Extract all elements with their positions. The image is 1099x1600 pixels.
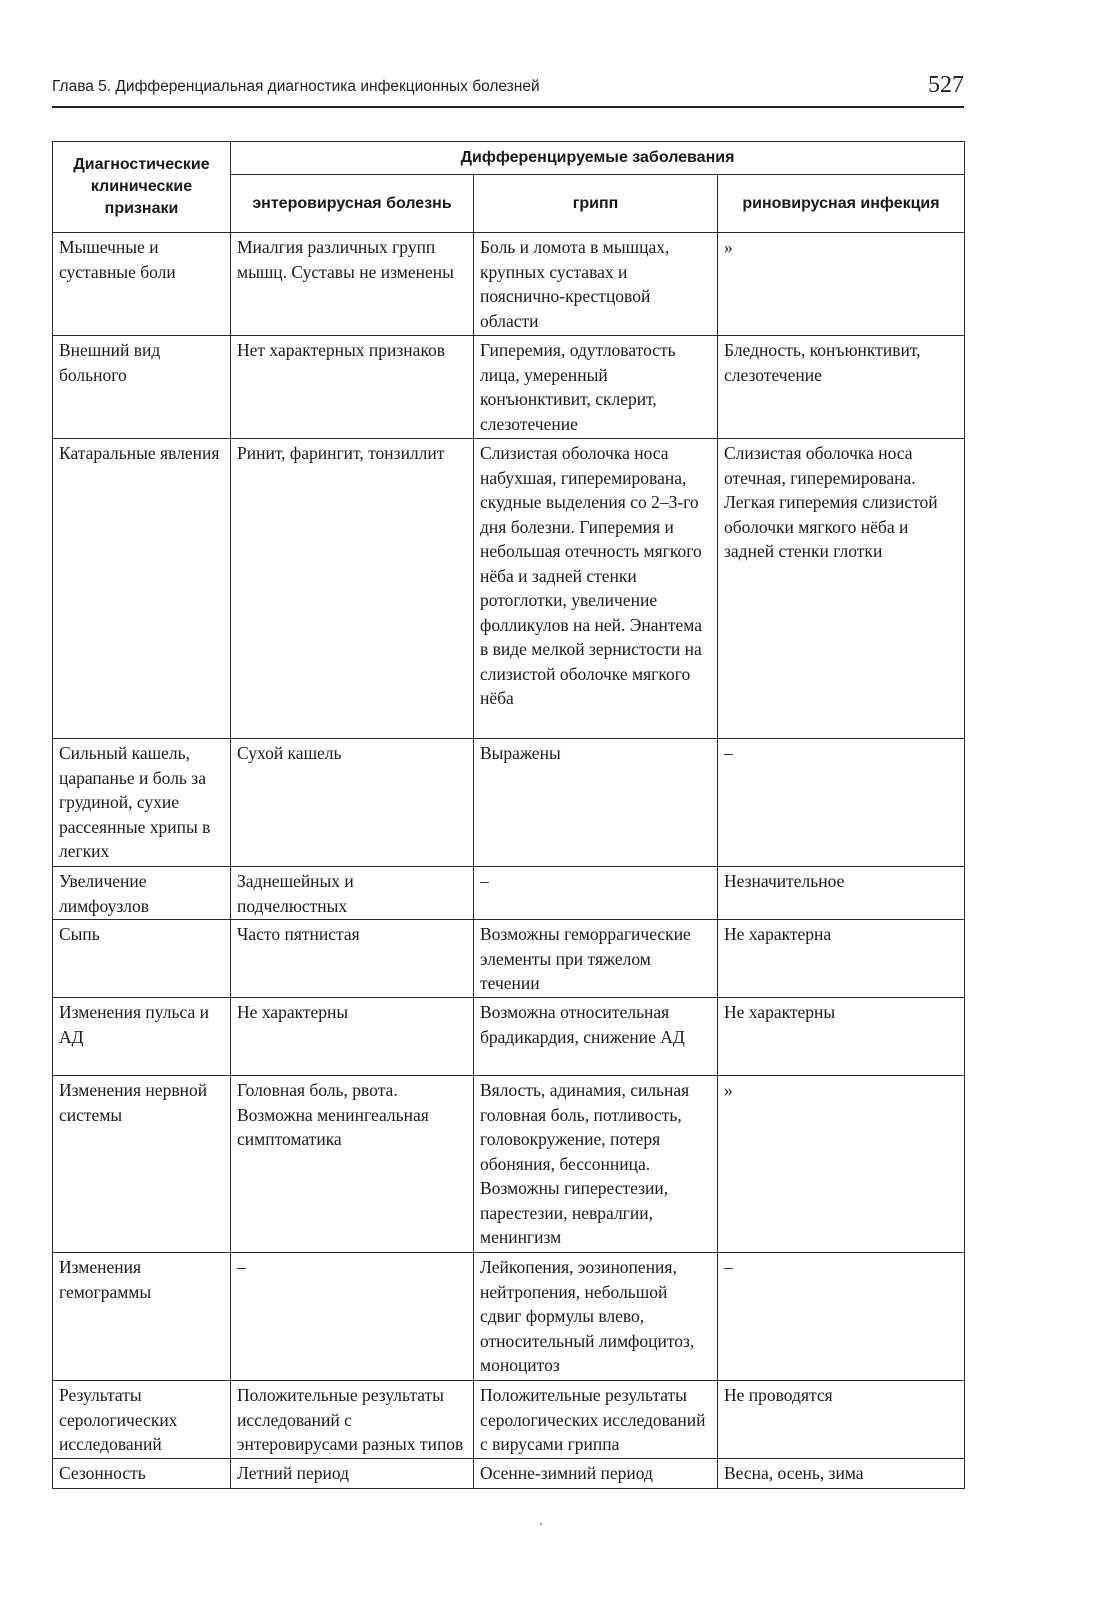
cell-enterovirus: Нет характерных признаков	[231, 336, 474, 439]
cell-influenza: Положительные результаты серологических исследований с вирусами гриппа	[474, 1381, 718, 1459]
cell-influenza: Вялость, адинамия, сильная головная боль, потливость, головокружение, потеря обоняния, бессонница. Возможны гиперестезии, парестезии, невралгии, менингизм	[474, 1076, 718, 1253]
scan-speck	[540, 1523, 542, 1525]
cell-enterovirus: Ринит, фарингит, тонзиллит	[231, 439, 474, 739]
cell-influenza: Слизистая оболочка носа набухшая, гиперемирована, скудные выделения со 2–3-го дня болезни. Гиперемия и небольшая отечность мягкого нёба и задней стенки ротоглотки, увеличение фолликулов на ней. Энантема в виде мелкой зернистости на слизистой оболочке мягкого нёба	[474, 439, 718, 739]
cell-influenza: Выражены	[474, 739, 718, 867]
cell-rhinovirus: Незначительное	[718, 867, 965, 920]
cell-rhinovirus: Не характерна	[718, 920, 965, 998]
table-row	[53, 336, 965, 439]
cell-influenza: Возможны геморрагические элементы при тяжелом течении	[474, 920, 718, 998]
table-row	[53, 867, 965, 920]
cell-enterovirus: Заднешейных и подчелюстных	[231, 867, 474, 920]
cell-enterovirus: Миалгия различных групп мышц. Суставы не изменены	[231, 233, 474, 336]
cell-rhinovirus: Не проводятся	[718, 1381, 965, 1459]
row-sign: Катаральные явления	[53, 439, 231, 739]
cell-influenza: Боль и ломота в мышцах, крупных суставах и пояснично-крестцовой области	[474, 233, 718, 336]
cell-rhinovirus: Не характерны	[718, 998, 965, 1076]
table-row	[53, 1253, 965, 1381]
table-row	[53, 739, 965, 867]
cell-influenza: Лейкопения, эозинопения, нейтропения, небольшой сдвиг формулы влево, относительный лимфоцитоз, моноцитоз	[474, 1253, 718, 1381]
table-row	[53, 1076, 965, 1253]
row-sign: Сыпь	[53, 920, 231, 998]
row-sign: Изменения нервной системы	[53, 1076, 231, 1253]
row-sign: Мышечные и суставные боли	[53, 233, 231, 336]
cell-enterovirus: Сухой кашель	[231, 739, 474, 867]
row-sign: Увеличение лимфоузлов	[53, 867, 231, 920]
row-sign: Сильный кашель, царапанье и боль за грудиной, сухие рассеянные хрипы в легких	[53, 739, 231, 867]
cell-enterovirus: Летний период	[231, 1459, 474, 1489]
cell-rhinovirus: »	[718, 1076, 965, 1253]
cell-enterovirus: Не характерны	[231, 998, 474, 1076]
running-header	[52, 72, 964, 108]
cell-enterovirus: Положительные результаты исследований с энтеровирусами разных типов	[231, 1381, 474, 1459]
cell-influenza: Гиперемия, одутловатость лица, умеренный конъюнктивит, склерит, слезотечение	[474, 336, 718, 439]
cell-influenza: Возможна относительная брадикардия, снижение АД	[474, 998, 718, 1076]
header-signs: Диагностические клинические признаки	[53, 142, 231, 233]
row-sign: Результаты серологических исследований	[53, 1381, 231, 1459]
header-rhinovirus: риновирусная инфекция	[718, 175, 965, 233]
cell-rhinovirus: Слизистая оболочка носа отечная, гиперемирована. Легкая гиперемия слизистой оболочки мягкого нёба и задней стенки глотки	[718, 439, 965, 739]
table-row	[53, 439, 965, 739]
row-sign: Изменения пульса и АД	[53, 998, 231, 1076]
cell-rhinovirus: –	[718, 739, 965, 867]
header-diseases-group: Дифференцируемые заболевания	[231, 142, 965, 175]
row-sign: Сезонность	[53, 1459, 231, 1489]
cell-rhinovirus: –	[718, 1253, 965, 1381]
cell-influenza: Осенне-зимний период	[474, 1459, 718, 1489]
cell-rhinovirus: »	[718, 233, 965, 336]
cell-enterovirus: –	[231, 1253, 474, 1381]
header-influenza: грипп	[474, 175, 718, 233]
row-sign: Внешний вид больного	[53, 336, 231, 439]
cell-rhinovirus: Бледность, конъюнктивит, слезотечение	[718, 336, 965, 439]
cell-enterovirus: Головная боль, рвота. Возможна менингеальная симптоматика	[231, 1076, 474, 1253]
table-row	[53, 998, 965, 1076]
row-sign: Изменения гемограммы	[53, 1253, 231, 1381]
table-row	[53, 233, 965, 336]
table-row	[53, 1381, 965, 1459]
table-row	[53, 920, 965, 998]
differential-diagnosis-table	[52, 141, 965, 1489]
table-row	[53, 1459, 965, 1489]
cell-rhinovirus: Весна, осень, зима	[718, 1459, 965, 1489]
chapter-title: Глава 5. Дифференциальная диагностика инфекционных болезней	[52, 78, 540, 95]
header-enterovirus: энтеровирусная болезнь	[231, 175, 474, 233]
page-number: 527	[928, 72, 964, 98]
cell-enterovirus: Часто пятнистая	[231, 920, 474, 998]
cell-influenza: –	[474, 867, 718, 920]
